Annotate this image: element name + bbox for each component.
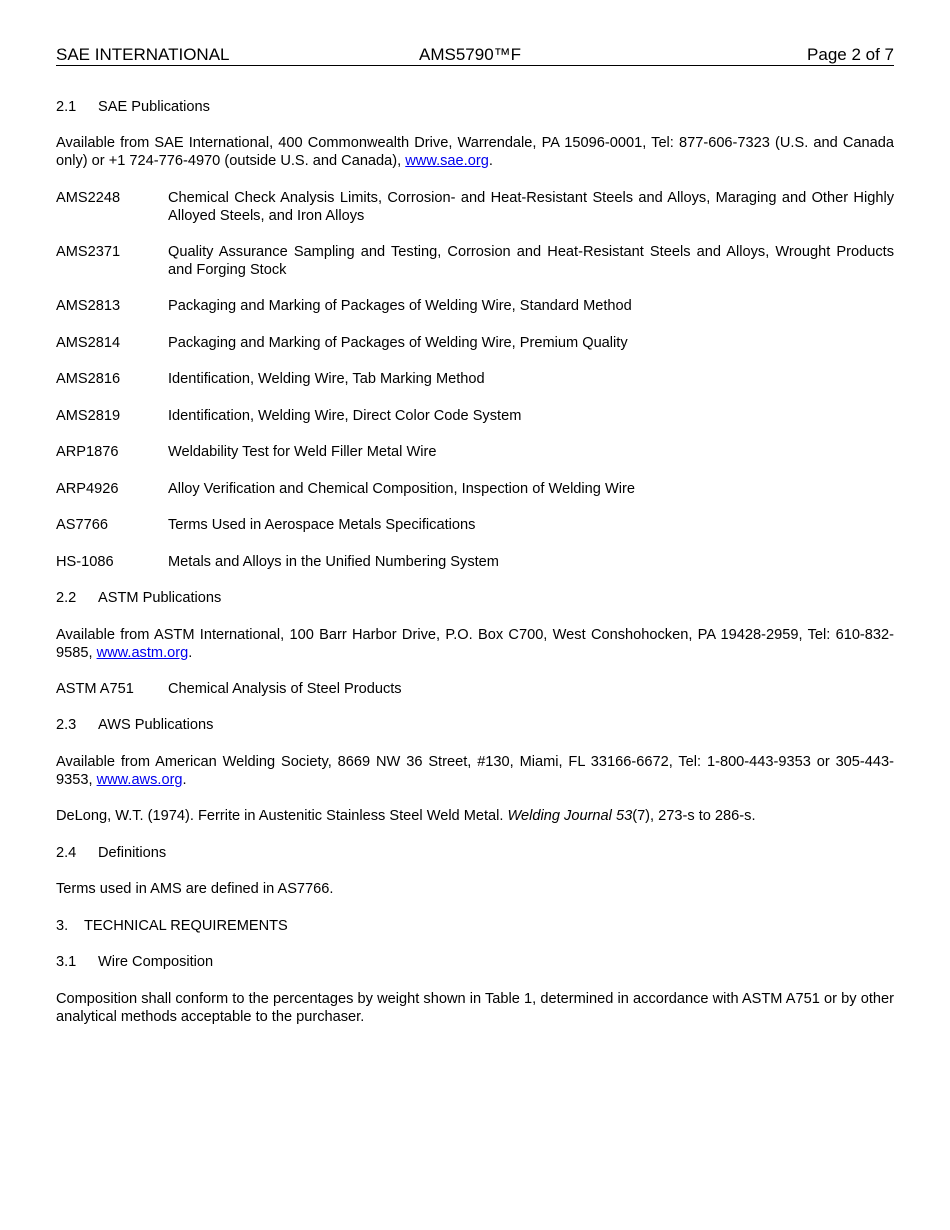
reference-code: AMS2813 bbox=[56, 298, 121, 314]
aws-website-link[interactable]: www.aws.org bbox=[96, 772, 183, 788]
reference-item bbox=[56, 553, 894, 571]
reference-item bbox=[56, 407, 894, 425]
reference-description: Packaging and Marking of Packages of Welding Wire, Premium Quality bbox=[168, 335, 628, 351]
delong-citation bbox=[56, 807, 894, 825]
citation-journal: Welding Journal 53 bbox=[507, 808, 633, 824]
section-3-heading bbox=[56, 917, 894, 935]
reference-description: Identification, Welding Wire, Direct Color Code System bbox=[168, 408, 522, 424]
section-title: ASTM Publications bbox=[98, 590, 222, 606]
composition-text: Composition shall conform to the percentages by weight shown in Table 1, determined in accordance with ASTM A751 or by other analytical methods acceptable to the purchaser. bbox=[56, 991, 894, 1025]
reference-description: Weldability Test for Weld Filler Metal Wire bbox=[168, 444, 437, 460]
reference-item bbox=[56, 480, 894, 498]
period: . bbox=[188, 645, 193, 661]
section-2-2-heading bbox=[56, 589, 894, 607]
section-number: 2.3 bbox=[56, 717, 77, 733]
citation-pages: (7), 273-s to 286-s. bbox=[632, 808, 756, 824]
reference-description: Metals and Alloys in the Unified Numbering System bbox=[168, 554, 499, 570]
astm-availability-paragraph bbox=[56, 626, 894, 662]
section-2-1-heading bbox=[56, 98, 894, 116]
reference-item bbox=[56, 370, 894, 388]
reference-description: Terms Used in Aerospace Metals Specifications bbox=[168, 517, 476, 533]
availability-text: Available from SAE International, 400 Commonwealth Drive, Warrendale, PA 15096-0001, Tel: 877-606-7323 (U.S. and Canada only) or +1 724-776-4970 (outside U.S. and Canada), bbox=[56, 135, 894, 169]
reference-code: HS-1086 bbox=[56, 554, 114, 570]
reference-code: ASTM A751 bbox=[56, 681, 134, 697]
section-number: 3. bbox=[56, 918, 69, 934]
section-title: SAE Publications bbox=[98, 99, 210, 115]
reference-code: AMS2248 bbox=[56, 190, 121, 206]
definitions-paragraph bbox=[56, 880, 894, 898]
reference-code: AMS2816 bbox=[56, 371, 121, 387]
reference-description: Packaging and Marking of Packages of Welding Wire, Standard Method bbox=[168, 298, 632, 314]
reference-code: ARP1876 bbox=[56, 444, 119, 460]
definitions-text: Terms used in AMS are defined in AS7766. bbox=[56, 881, 334, 897]
reference-item bbox=[56, 243, 894, 279]
section-number: 2.1 bbox=[56, 99, 77, 115]
section-number: 2.4 bbox=[56, 845, 77, 861]
reference-item bbox=[56, 443, 894, 461]
section-title: AWS Publications bbox=[98, 717, 214, 733]
section-2-3-heading bbox=[56, 716, 894, 734]
reference-code: ARP4926 bbox=[56, 481, 119, 497]
reference-description: Alloy Verification and Chemical Composition, Inspection of Welding Wire bbox=[168, 481, 635, 497]
reference-item bbox=[56, 297, 894, 315]
sae-availability-paragraph bbox=[56, 134, 894, 170]
reference-description: Chemical Check Analysis Limits, Corrosion- and Heat-Resistant Steels and Alloys, Maraging and Other Highly Alloyed Steels, and Iron Alloys bbox=[168, 190, 894, 224]
header-page-number: Page 2 of 7 bbox=[807, 45, 894, 64]
reference-code: AMS2371 bbox=[56, 244, 121, 260]
wire-composition-paragraph bbox=[56, 990, 894, 1026]
section-number: 3.1 bbox=[56, 954, 77, 970]
reference-item bbox=[56, 516, 894, 534]
citation-authors-title: DeLong, W.T. (1974). Ferrite in Austenitic Stainless Steel Weld Metal. bbox=[56, 808, 508, 824]
reference-item bbox=[56, 189, 894, 225]
reference-description: Quality Assurance Sampling and Testing, Corrosion and Heat-Resistant Steels and Alloys, Wrought Products and Forging Stock bbox=[168, 244, 894, 278]
section-title: TECHNICAL REQUIREMENTS bbox=[84, 918, 288, 934]
aws-availability-paragraph bbox=[56, 753, 894, 789]
section-2-4-heading bbox=[56, 844, 894, 862]
reference-description: Chemical Analysis of Steel Products bbox=[168, 681, 402, 697]
section-3-1-heading bbox=[56, 953, 894, 971]
header-document-number: AMS5790™F bbox=[419, 45, 522, 64]
section-number: 2.2 bbox=[56, 590, 77, 606]
availability-text: Available from ASTM International, 100 Barr Harbor Drive, P.O. Box C700, West Conshohocken, PA 19428-2959, Tel: 610-832-9585, bbox=[56, 627, 894, 661]
availability-text: Available from American Welding Society, 8669 NW 36 Street, #130, Miami, FL 33166-6672, Tel: 1-800-443-9353 or 305-443-9353, bbox=[56, 754, 894, 788]
reference-code: AMS2814 bbox=[56, 335, 121, 351]
reference-code: AS7766 bbox=[56, 517, 108, 533]
header-organization: SAE INTERNATIONAL bbox=[56, 45, 230, 64]
reference-code: AMS2819 bbox=[56, 408, 121, 424]
section-title: Definitions bbox=[98, 845, 167, 861]
reference-item bbox=[56, 334, 894, 352]
period: . bbox=[182, 772, 187, 788]
page-header bbox=[56, 44, 894, 66]
sae-website-link[interactable]: www.sae.org bbox=[405, 153, 489, 169]
section-title: Wire Composition bbox=[98, 954, 214, 970]
astm-website-link[interactable]: www.astm.org bbox=[96, 645, 189, 661]
reference-item bbox=[56, 680, 894, 698]
period: . bbox=[488, 153, 493, 169]
reference-description: Identification, Welding Wire, Tab Marking Method bbox=[168, 371, 485, 387]
